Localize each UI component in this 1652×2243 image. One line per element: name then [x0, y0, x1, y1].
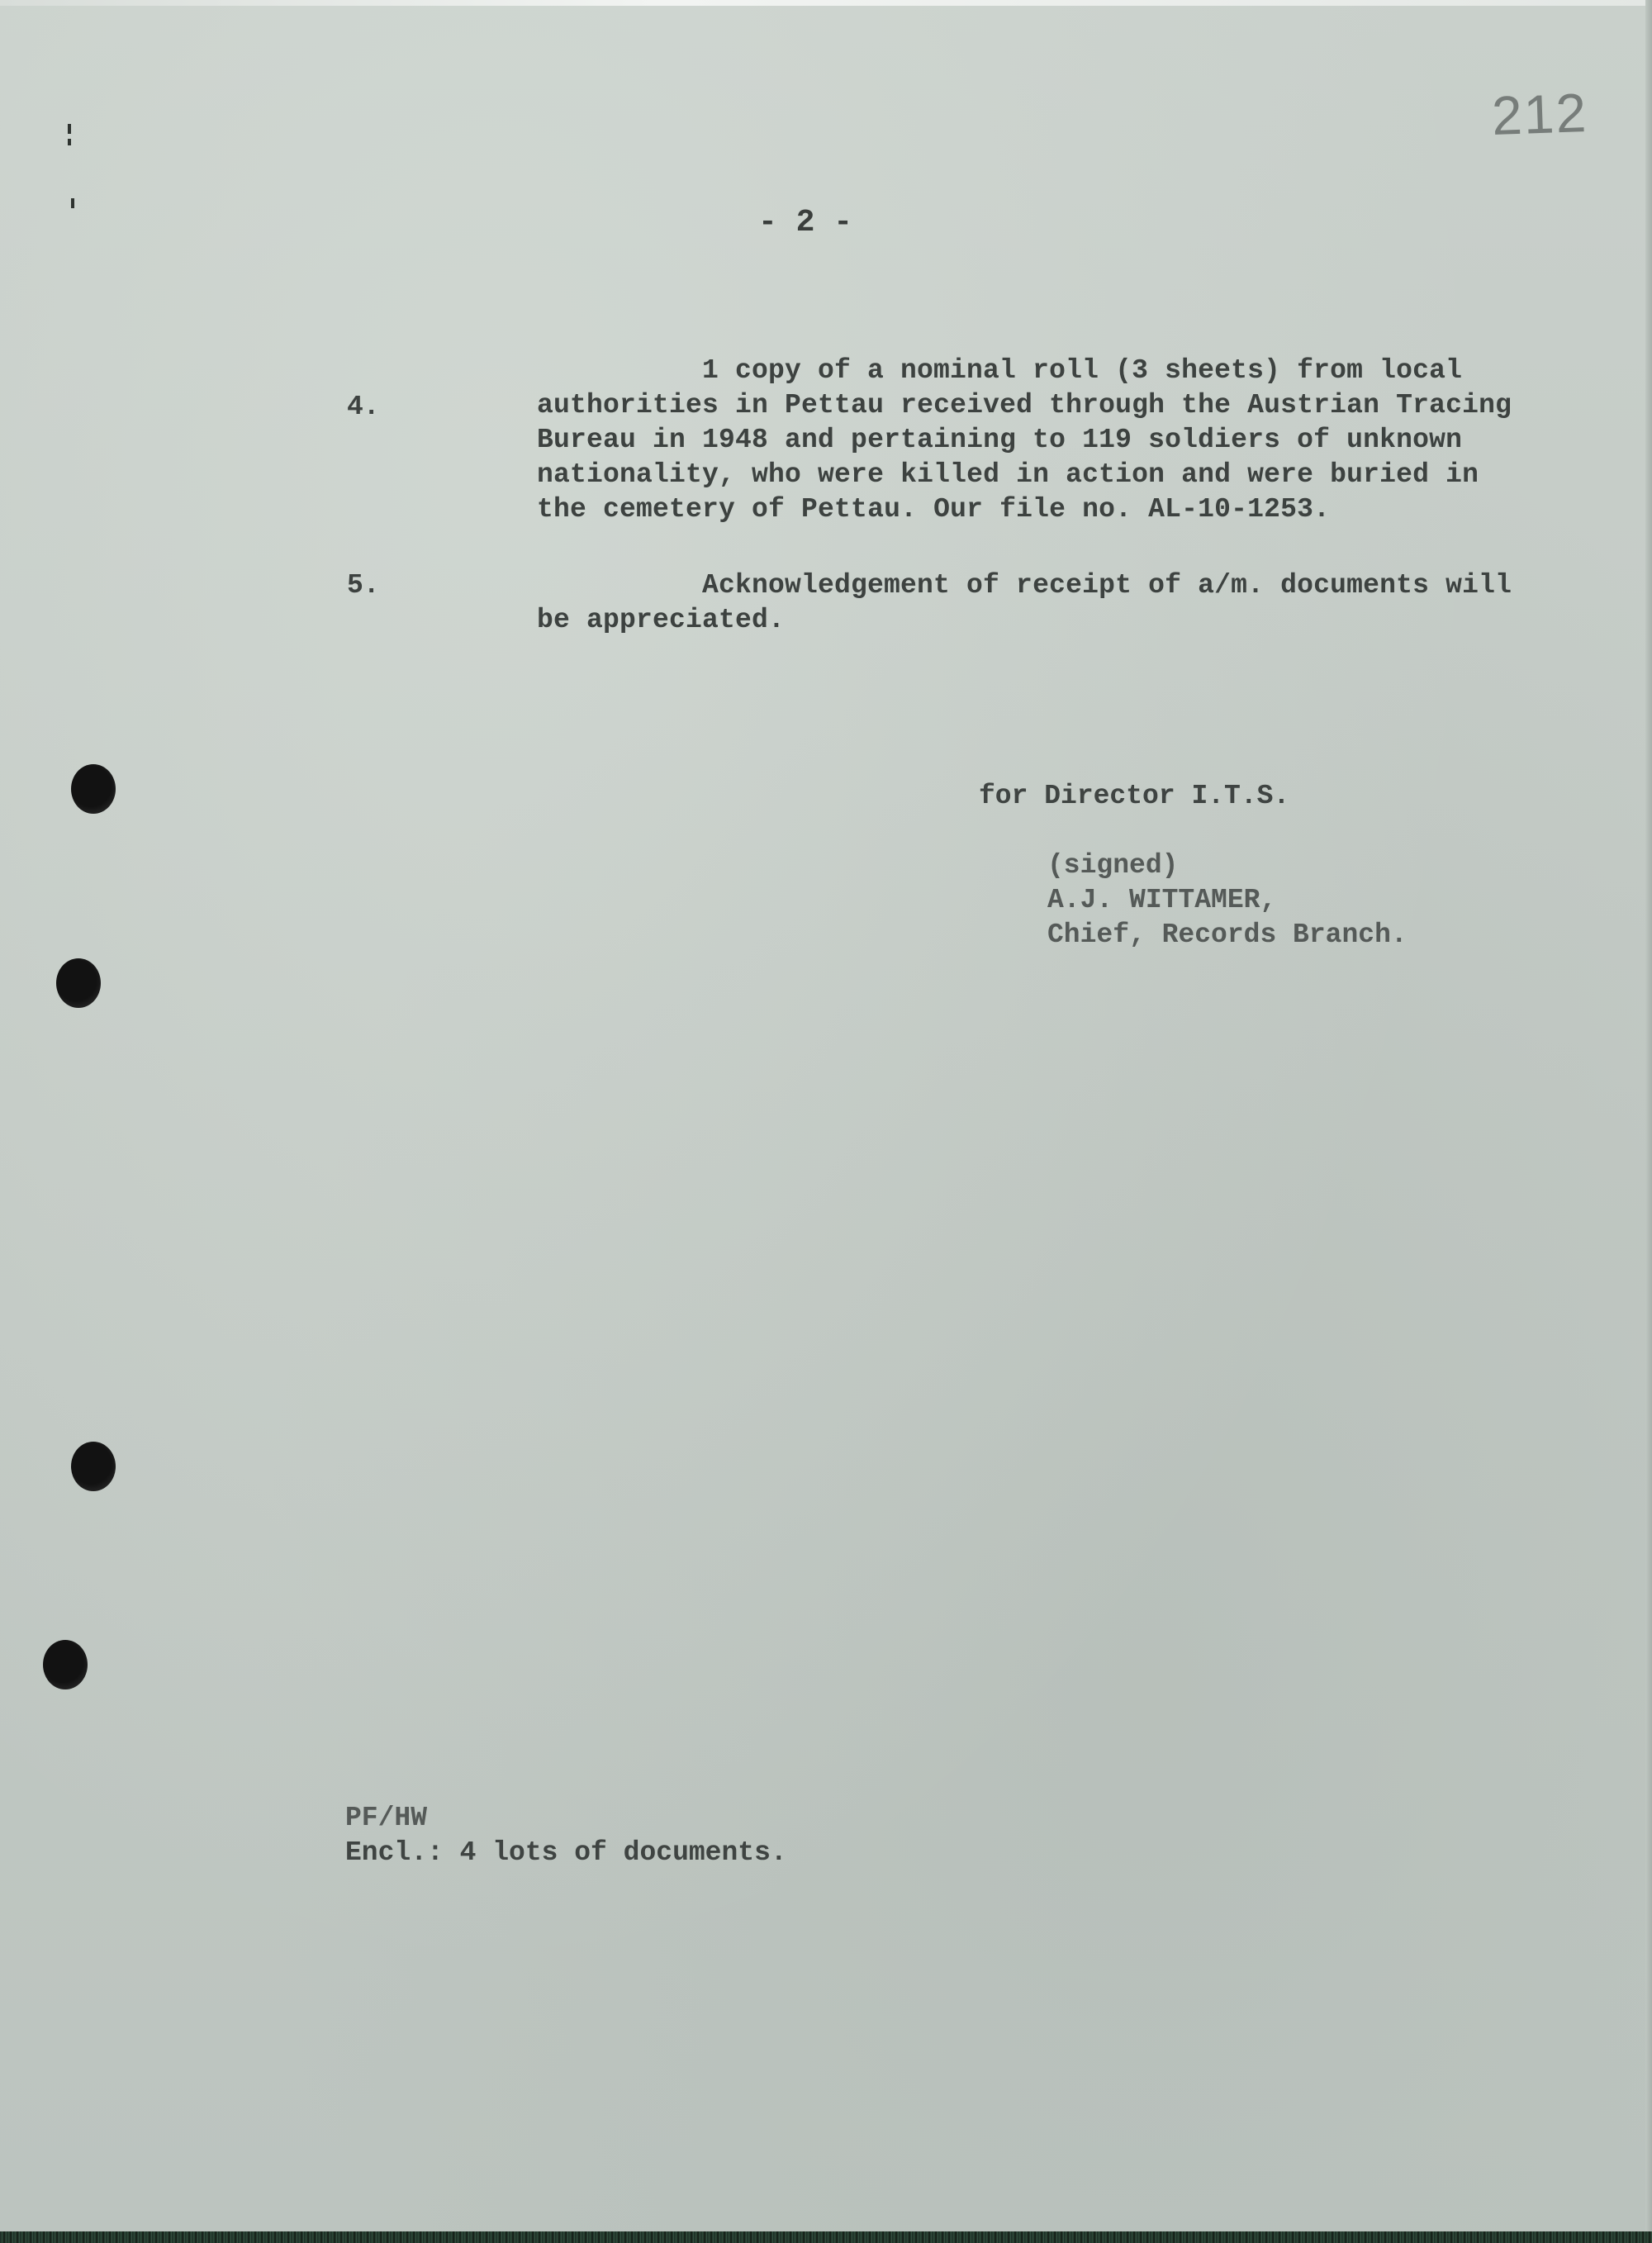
scan-bottom-edge — [0, 2231, 1652, 2243]
scan-right-edge — [1645, 0, 1652, 2243]
item-number-4: 4. — [347, 392, 380, 422]
item-4-line: Bureau in 1948 and pertaining to 119 soldiers of unknown — [537, 425, 1463, 455]
item-4-line: 1 copy of a nominal roll (3 sheets) from local — [702, 355, 1463, 386]
item-4-line: nationality, who were killed in action and were buried in — [537, 459, 1479, 490]
page-number: - 2 - — [758, 205, 853, 240]
punch-hole — [56, 958, 101, 1008]
enclosure-line: Encl.: 4 lots of documents. — [345, 1837, 787, 1868]
margin-mark — [68, 139, 71, 145]
signature-for-line: for Director I.T.S. — [979, 781, 1290, 811]
punch-hole — [71, 764, 116, 814]
margin-mark — [71, 198, 74, 208]
punch-hole — [43, 1640, 88, 1689]
margin-mark — [68, 124, 71, 134]
signature-signed: (signed) — [1047, 850, 1179, 881]
scan-top-edge — [0, 0, 1652, 6]
signature-title: Chief, Records Branch. — [1047, 920, 1408, 950]
archive-page-number: 212 — [1490, 81, 1589, 147]
item-4-line: authorities in Pettau received through the Austrian Tracing — [537, 390, 1512, 421]
signature-name: A.J. WITTAMER, — [1047, 885, 1277, 915]
item-5-line: be appreciated. — [537, 605, 786, 635]
punch-hole — [71, 1442, 116, 1491]
item-number-5: 5. — [347, 570, 380, 601]
item-5-line: Acknowledgement of receipt of a/m. documents will — [702, 570, 1512, 601]
reference-initials: PF/HW — [345, 1803, 428, 1833]
item-4-line: the cemetery of Pettau. Our file no. AL-10-1253. — [537, 494, 1331, 525]
